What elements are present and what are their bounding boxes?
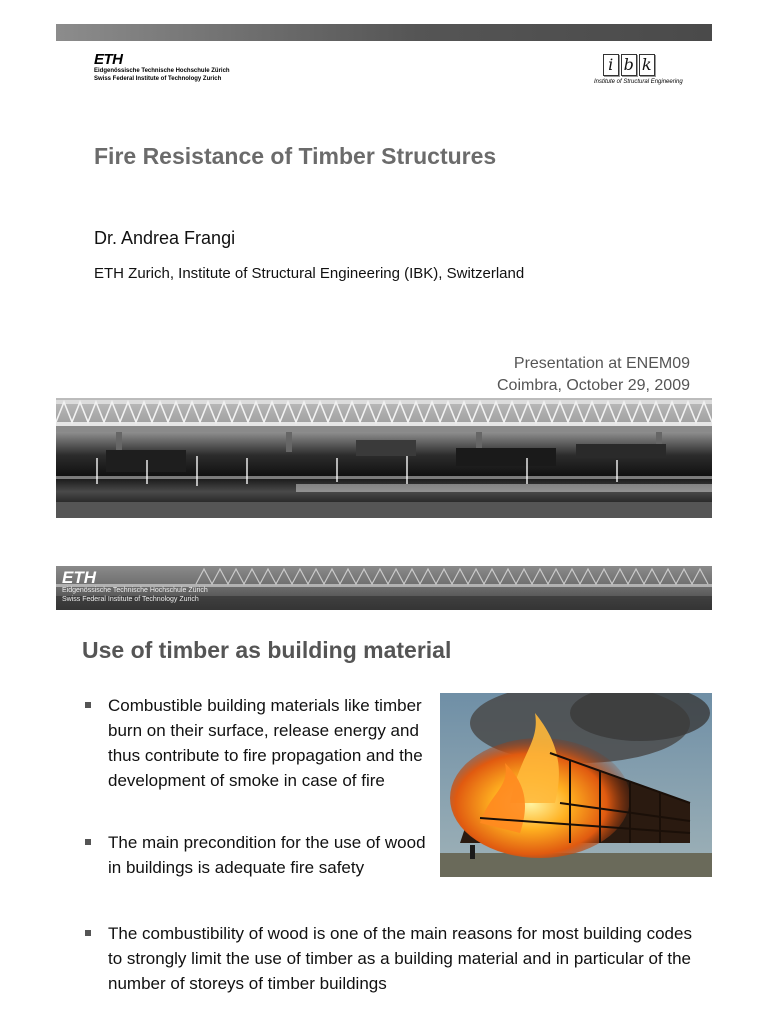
eth-wordmark: ETH	[94, 51, 123, 68]
author-affiliation: ETH Zurich, Institute of Structural Engineering (IBK), Switzerland	[94, 265, 525, 282]
ibk-letter: i	[603, 54, 619, 76]
ibk-logo	[594, 54, 683, 85]
slide2-eth-line-1: Eidgenössische Technische Hochschule Zürich	[62, 587, 208, 594]
bullet-item	[108, 830, 428, 880]
bridge-illustration	[56, 398, 712, 502]
bullet-text: Combustible building materials like timber burn on their surface, release energy and thus contribute to fire propagation and the development of smoke in case of fire	[108, 696, 423, 790]
top-header-bar	[56, 24, 712, 41]
bullet-square-icon	[85, 702, 91, 708]
burning-house-illustration	[440, 693, 712, 877]
bullet-text: The main precondition for the use of wood in buildings is adequate fire safety	[108, 833, 426, 877]
eth-logo-line-2: Swiss Federal Institute of Technology Zurich	[94, 76, 222, 82]
slide2-header-banner	[56, 566, 712, 610]
eth-logo	[94, 52, 230, 83]
bullet-item	[108, 693, 428, 793]
burning-timber-house-photo	[440, 693, 712, 877]
bridge-banner-image	[56, 398, 712, 502]
bullet-square-icon	[85, 839, 91, 845]
presentation-location-date: Coimbra, October 29, 2009	[497, 377, 690, 394]
slide2-eth-logo	[62, 569, 208, 604]
banner-footer-bar	[56, 502, 712, 518]
bullet-text: The combustibility of wood is one of the main reasons for most building codes to strongly limit the use of timber as a building material and in particular of the number of storeys of timber buildings	[108, 924, 692, 993]
eth-logo-line-1: Eidgenössische Technische Hochschule Zürich	[94, 68, 230, 74]
bullet-item	[108, 921, 708, 996]
bullet-square-icon	[85, 930, 91, 936]
slide-title: Use of timber as building material	[82, 637, 452, 663]
slide-title: Fire Resistance of Timber Structures	[94, 143, 497, 169]
presentation-event: Presentation at ENEM09	[513, 355, 690, 372]
ibk-caption: Institute of Structural Engineering	[594, 79, 683, 85]
slide2-eth-line-2: Swiss Federal Institute of Technology Zurich	[62, 596, 199, 603]
presentation-info	[497, 353, 690, 397]
author-name: Dr. Andrea Frangi	[94, 228, 236, 248]
ibk-letter: k	[639, 54, 655, 76]
ibk-letter-boxes	[594, 54, 655, 76]
ibk-letter: b	[621, 54, 637, 76]
slide2-eth-wordmark: ETH	[62, 568, 96, 587]
